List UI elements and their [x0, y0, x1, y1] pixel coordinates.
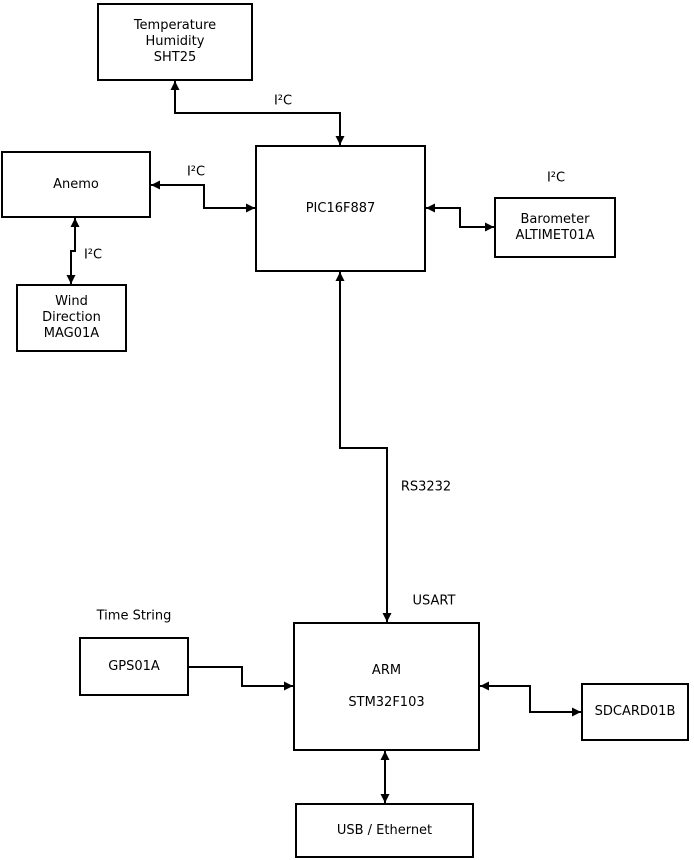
- node-barometer-altimet01a-label: Barometer: [520, 211, 590, 227]
- node-barometer-altimet01a-label: ALTIMET01A: [515, 227, 595, 243]
- node-arm-stm32f103: [293, 622, 480, 751]
- node-temperature-humidity-sht25-label: SHT25: [153, 50, 197, 65]
- node-temperature-humidity-sht25: [97, 3, 253, 81]
- node-wind-direction-mag01a-label: MAG01A: [43, 326, 100, 341]
- edge-pic-barometer: [426, 208, 494, 227]
- edge-label-i2c-temperature: I²C: [273, 93, 293, 109]
- node-wind-direction-mag01a-label: Direction: [42, 310, 101, 325]
- node-usb-ethernet-label: USB / Ethernet: [336, 822, 433, 838]
- node-sdcard01b-label: SDCARD01B: [594, 704, 676, 719]
- node-pic16f887: [255, 145, 426, 272]
- node-temperature-humidity-sht25-label: Temperature: [133, 18, 217, 33]
- edge-label-rs3232: RS3232: [400, 479, 452, 495]
- node-anemo: [1, 151, 151, 218]
- edge-label-i2c-barometer: I²C: [546, 170, 566, 186]
- edge-arm-sdcard: [480, 686, 581, 712]
- node-gps01a: [79, 637, 189, 696]
- edge-label-usart: USART: [412, 593, 456, 609]
- edge-temperature-pic: [175, 81, 340, 145]
- node-arm-stm32f103-label: ARM: [371, 662, 402, 678]
- node-wind-direction-mag01a: [16, 284, 127, 352]
- node-pic16f887-label: PIC16F887: [305, 200, 376, 216]
- edge-anemo-wind: [71, 218, 75, 284]
- node-sdcard01b: [581, 683, 689, 741]
- edge-label-i2c-wind: I²C: [83, 247, 103, 263]
- edge-pic-arm: [340, 272, 387, 622]
- node-anemo-label: Anemo: [53, 176, 99, 192]
- node-usb-ethernet: [295, 803, 474, 858]
- edge-gps-arm: [189, 667, 293, 686]
- node-wind-direction-mag01a-label: Wind: [55, 294, 88, 309]
- edge-label-i2c-anemo: I²C: [186, 164, 206, 180]
- node-arm-stm32f103-label: [384, 679, 388, 695]
- node-temperature-humidity-sht25-label: Humidity: [145, 34, 205, 49]
- edge-label-time-string: Time String: [96, 608, 172, 624]
- node-arm-stm32f103-label: STM32F103: [348, 694, 425, 710]
- node-gps01a-label: GPS01A: [108, 658, 160, 674]
- edge-anemo-pic: [151, 185, 255, 208]
- node-barometer-altimet01a: [494, 197, 616, 258]
